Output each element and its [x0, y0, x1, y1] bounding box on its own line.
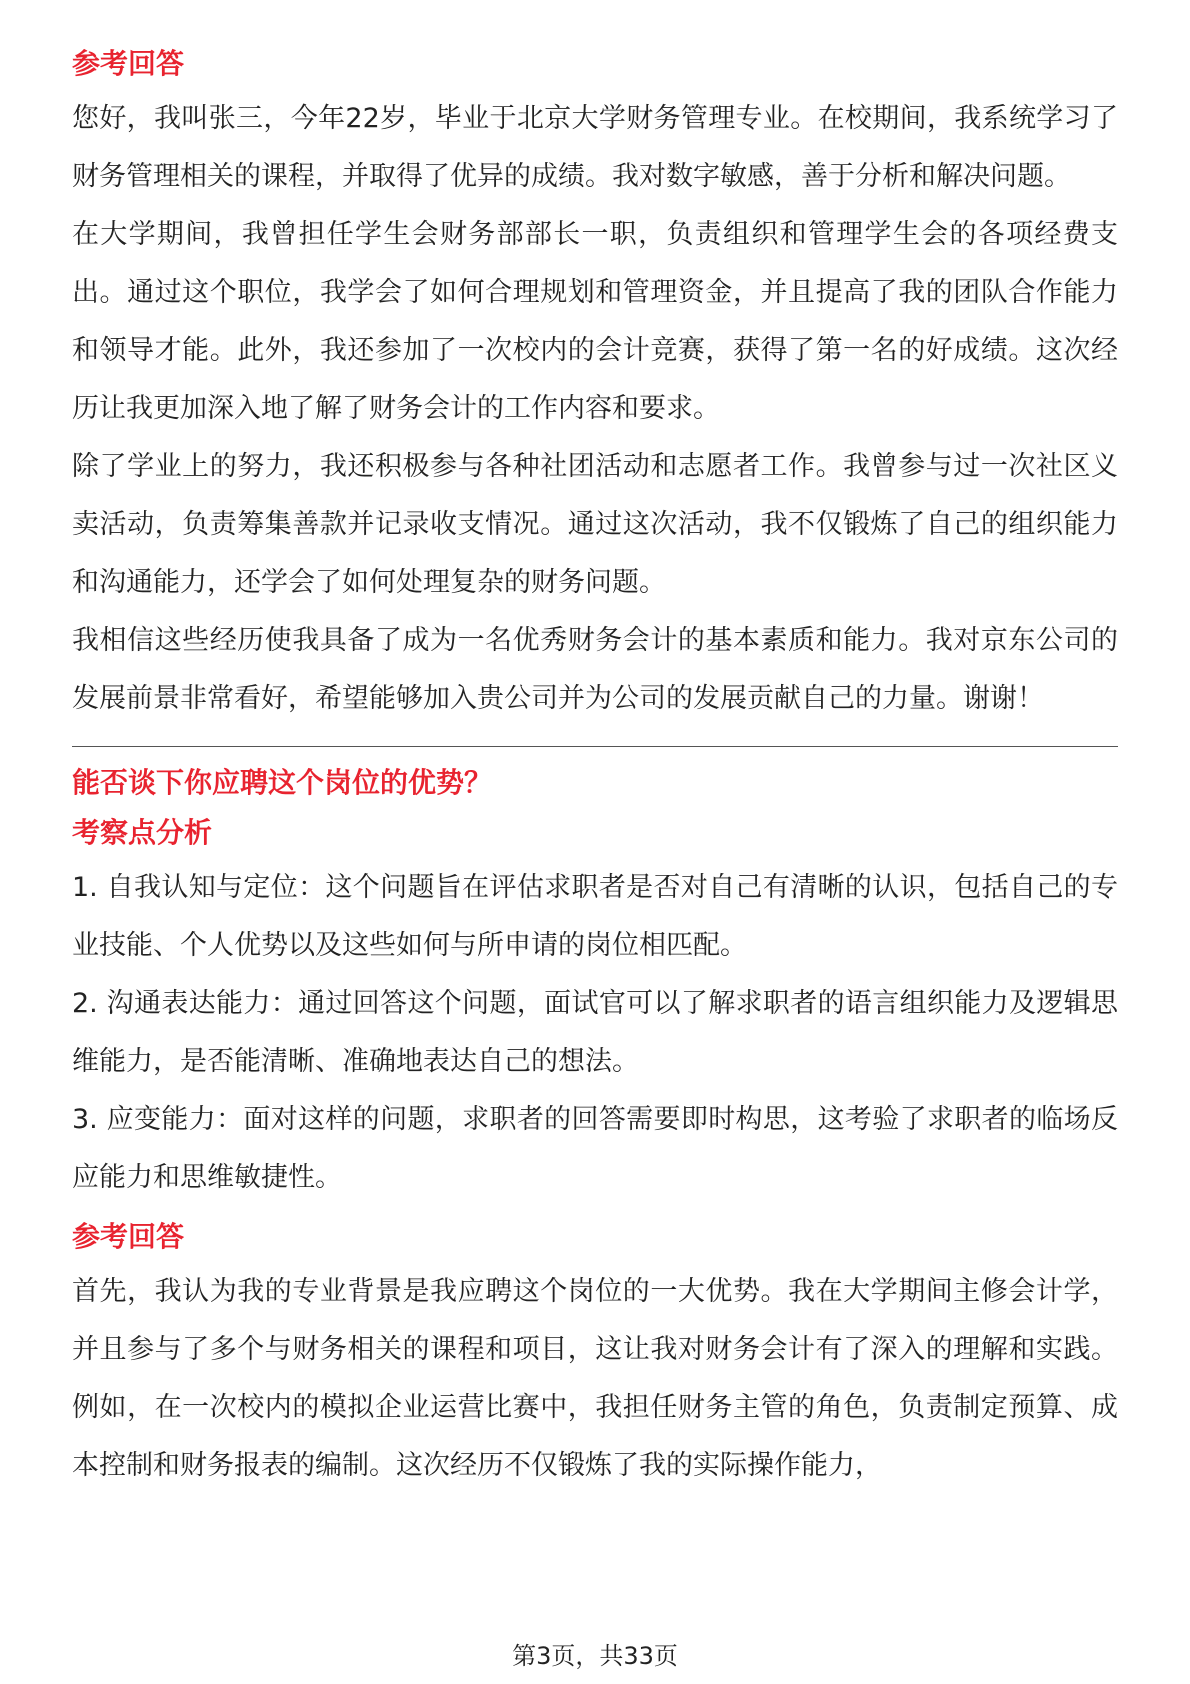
document-page — [72, 44, 1118, 1495]
answer-paragraph: 我相信这些经历使我具备了成为一名优秀财务会计的基本素质和能力。我对京东公司的发展前景非常看好，希望能够加入贵公司并为公司的发展贡献自己的力量。谢谢！ — [72, 625, 1118, 714]
answer-paragraph: 在大学期间，我曾担任学生会财务部部长一职，负责组织和管理学生会的各项经费支出。通过这个职位，我学会了如何合理规划和管理资金，并且提高了我的团队合作能力和领导才能。此外，我还参加了一次校内的会计竞赛，获得了第一名的好成绩。这次经历让我更加深入地了解了财务会计的工作内容和要求。 — [72, 219, 1118, 424]
section-heading-analysis: 考察点分析 — [72, 816, 213, 849]
analysis-point: 3. 应变能力：面对这样的问题，求职者的回答需要即时构思，这考验了求职者的临场反应能力和思维敏捷性。 — [72, 1104, 1118, 1193]
answer-paragraph: 您好，我叫张三，今年22岁，毕业于北京大学财务管理专业。在校期间，我系统学习了财务管理相关的课程，并取得了优异的成绩。我对数字敏感，善于分析和解决问题。 — [72, 103, 1118, 192]
answer-paragraph: 除了学业上的努力，我还积极参与各种社团活动和志愿者工作。我曾参与过一次社区义卖活动，负责筹集善款并记录收支情况。通过这次活动，我不仅锻炼了自己的组织能力和沟通能力，还学会了如何处理复杂的财务问题。 — [72, 451, 1118, 598]
section-heading-reference-answer-2: 参考回答 — [72, 1220, 185, 1253]
answer-paragraph: 首先，我认为我的专业背景是我应聘这个岗位的一大优势。我在大学期间主修会计学，并且参与了多个与财务相关的课程和项目，这让我对财务会计有了深入的理解和实践。例如，在一次校内的模拟企业运营比赛中，我担任财务主管的角色，负责制定预算、成本控制和财务报表的编制。这次经历不仅锻炼了我的实际操作能力， — [72, 1276, 1118, 1481]
analysis-point: 2. 沟通表达能力：通过回答这个问题，面试官可以了解求职者的语言组织能力及逻辑思维能力，是否能清晰、准确地表达自己的想法。 — [72, 988, 1118, 1077]
analysis-point: 1. 自我认知与定位：这个问题旨在评估求职者是否对自己有清晰的认识，包括自己的专业技能、个人优势以及这些如何与所申请的岗位相匹配。 — [72, 872, 1118, 961]
question-title: 能否谈下你应聘这个岗位的优势？ — [72, 766, 493, 799]
page-number-footer: 第3页，共33页 — [512, 1642, 678, 1670]
section-divider — [72, 746, 1118, 747]
section-heading-reference-answer: 参考回答 — [72, 47, 185, 80]
